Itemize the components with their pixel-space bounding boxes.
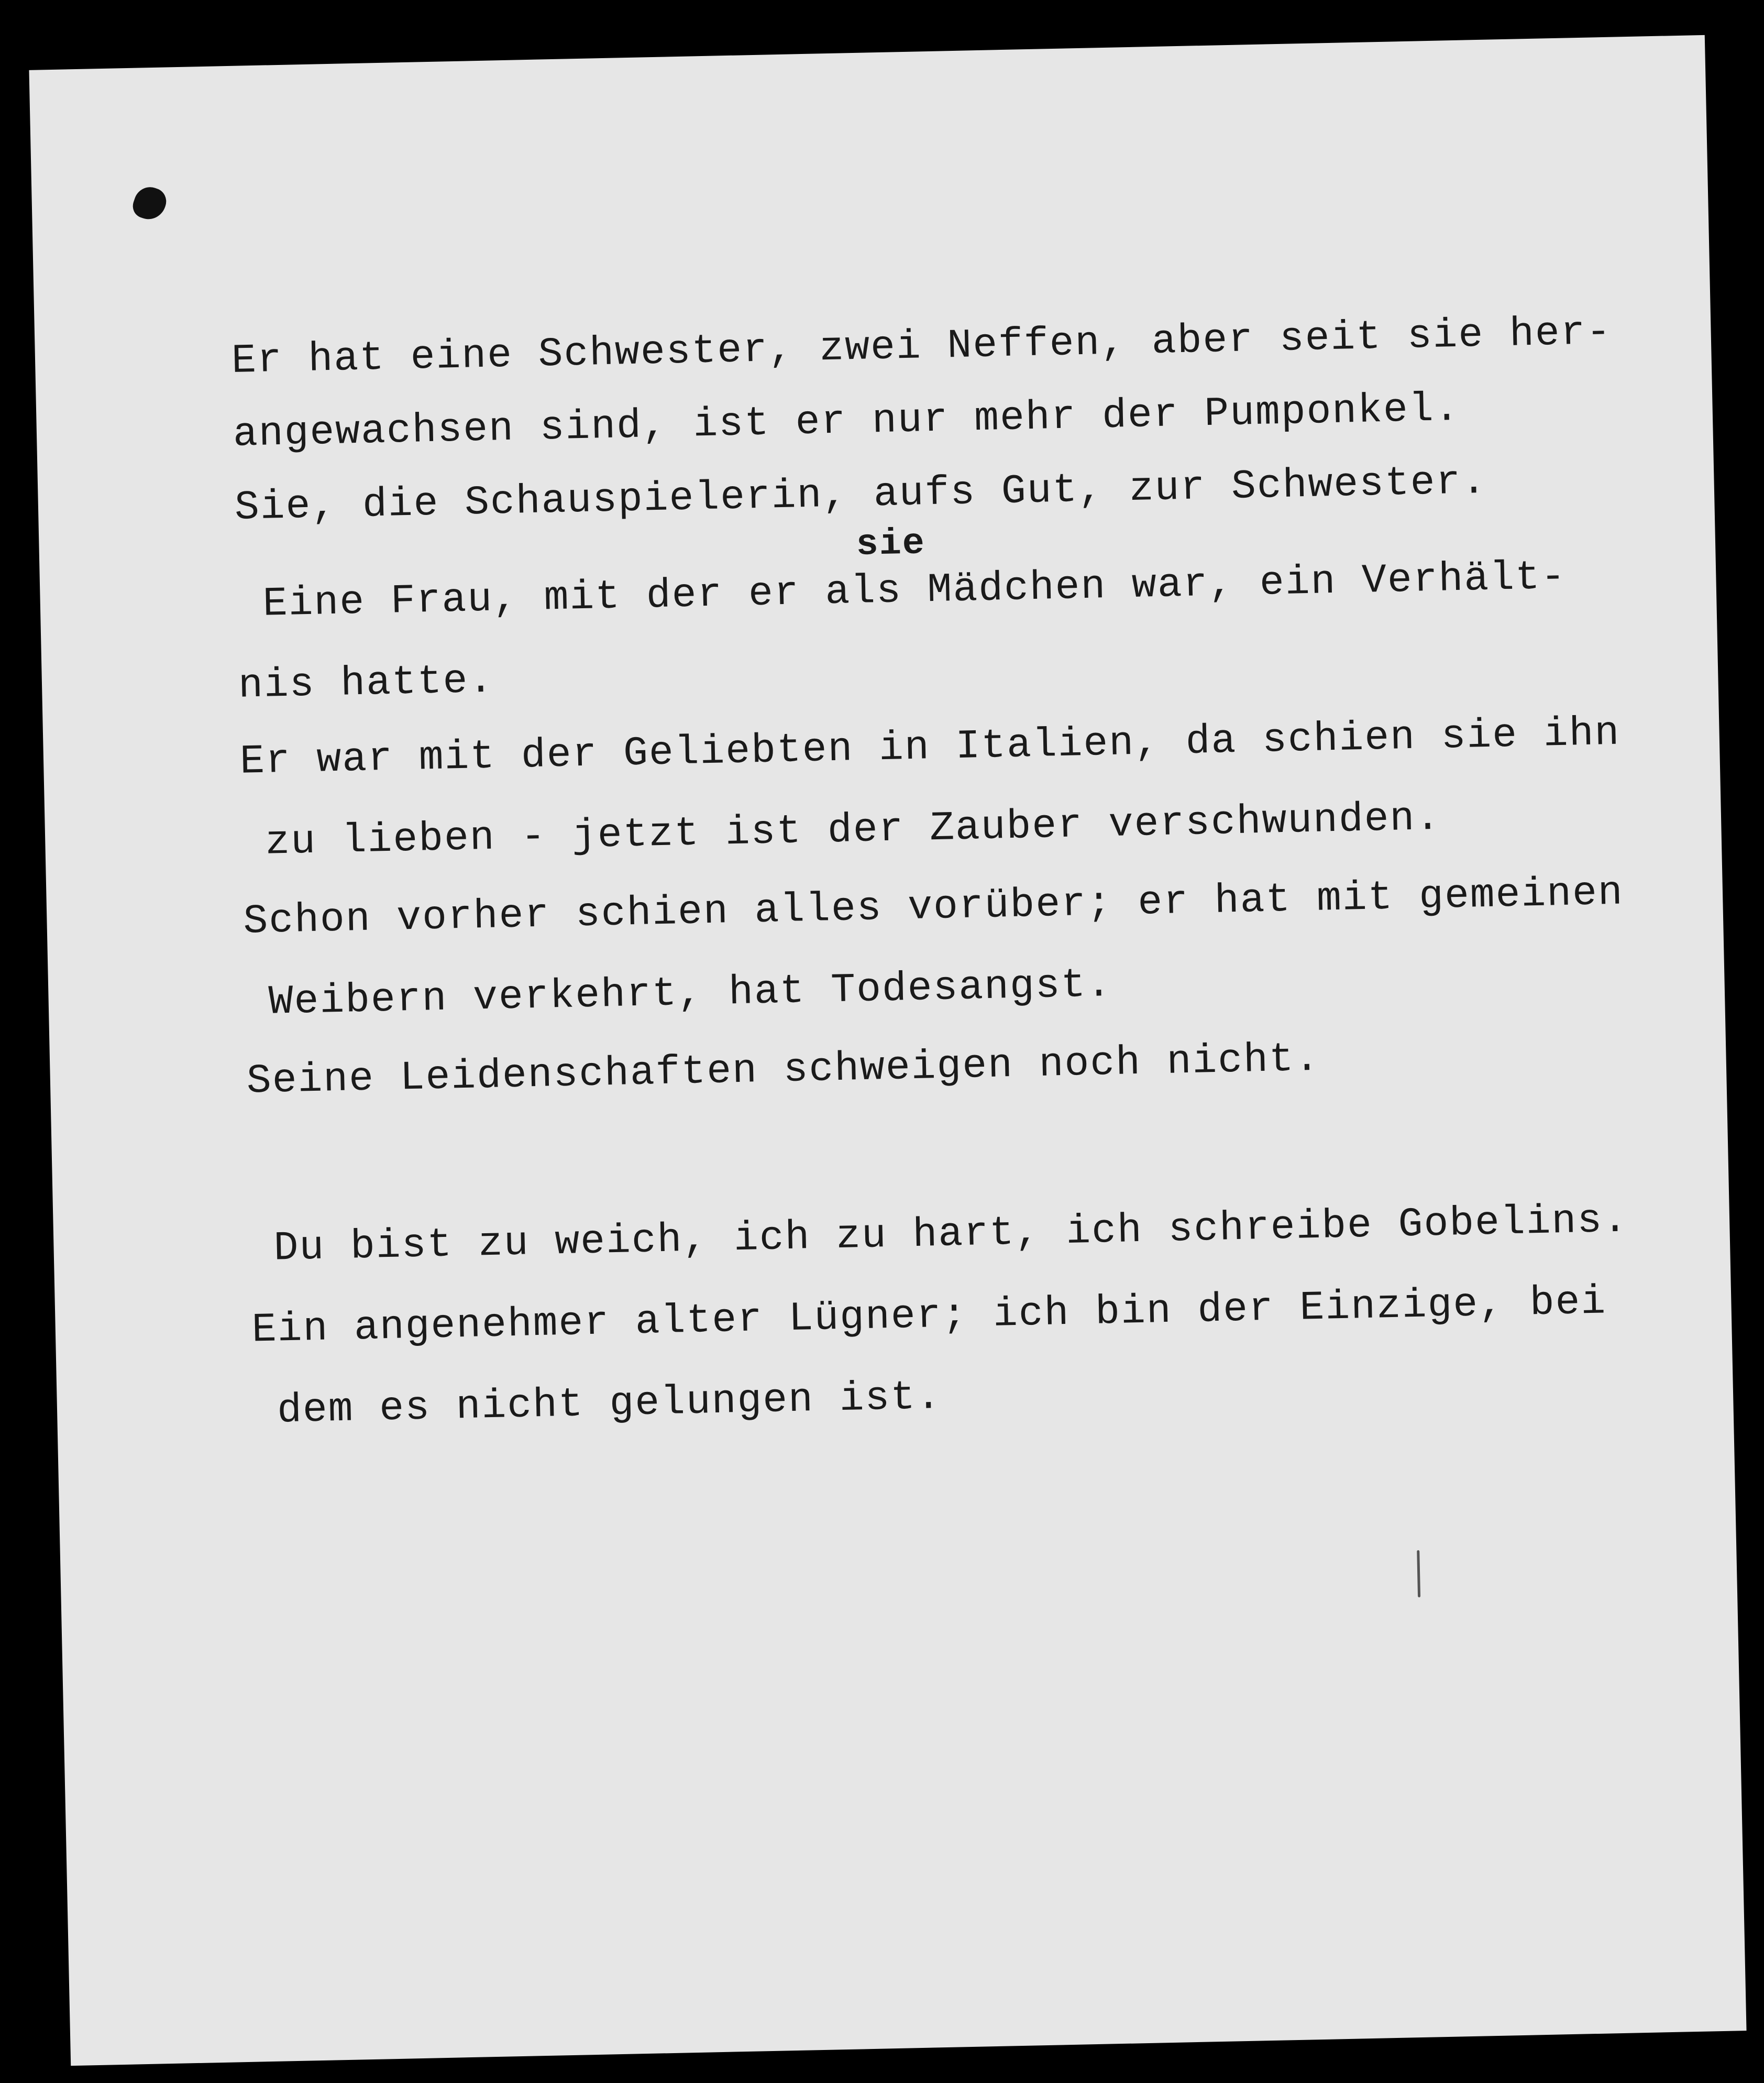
text-line-1: Er hat eine Schwester, zwei Neffen, aber seit sie her- xyxy=(231,309,1613,385)
text-line-7: zu lieben - jetzt ist der Zauber verschwunden. xyxy=(264,795,1442,866)
text-line-13: dem es nicht gelungen ist. xyxy=(277,1374,942,1434)
ink-blot xyxy=(129,183,170,224)
pencil-mark xyxy=(1417,1550,1420,1597)
document-page xyxy=(29,35,1746,2066)
text-line-6: Er war mit der Geliebten in Italien, da schien sie ihn xyxy=(239,710,1621,785)
text-line-5: nis hatte. xyxy=(238,657,495,709)
text-line-10: Seine Leidenschaften schweigen noch nicht. xyxy=(246,1036,1321,1105)
text-line-4: Eine Frau, mit der er als Mädchen war, ein Verhält- xyxy=(262,554,1567,628)
text-line-3: Sie, die Schauspielerin, aufs Gut, zur Schwester. xyxy=(234,458,1488,531)
text-line-9: Weibern verkehrt, hat Todesangst. xyxy=(268,962,1113,1026)
text-line-12: Ein angenehmer alter Lügner; ich bin der Einzige, bei xyxy=(251,1279,1607,1354)
text-line-11: Du bist zu weich, ich zu hart, ich schreibe Gobelins. xyxy=(273,1197,1629,1272)
text-line-2: angewachsen sind, ist er nur mehr der Pumponkel. xyxy=(233,386,1461,458)
interlinear-insertion: sie xyxy=(855,523,926,566)
text-line-8: Schon vorher schien alles vorüber; er hat mit gemeinen xyxy=(242,870,1624,945)
